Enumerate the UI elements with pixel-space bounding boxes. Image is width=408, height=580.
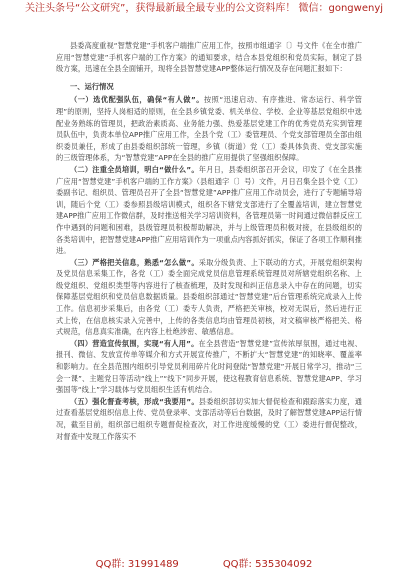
section-heading: 一、运行情况 bbox=[70, 81, 114, 91]
paragraph-3-text: 采取分级负责、上下联动的方式，开展党组织架构及党员信息采集工作，各党（工）委全面完成党员信息管理系统管理员对所辖党组织名称、上级党组织、党组织类型等内容进行了核查梳理，及时发现和纠正信息录入中存在的问题，切实保障基层党组织和党员信息数据质量。县委组织部通过“智慧党建”后台管理系统完成录入上传工作。信息初步采集后，由各党（工）委专人负责，严格把关审核，校对无误后，然后进行正式上传，在信息核实录入完善中，上传的各类信息均由管理员初核，对文稿审核严格把关、格式规范，信息真实准确，在内容上杜绝涉密、敏感信息。 bbox=[56, 257, 363, 337]
footer-qq-1: QQ群: 31991489 bbox=[95, 559, 179, 570]
paragraph-1 bbox=[56, 94, 362, 164]
document-body bbox=[56, 40, 362, 442]
paragraph-2-text: 年月日，县委组织部召开会议，印发了《在全县推广应用“智慧党建”手机客户端的工作方案》（县组通字〔〕号）文件，月日召集全县个党（工）委副书记、组织员、管理员召开了全县“智慧党建”APP推广应用工作动员会，进行了专题辅导培训，随后个党（工）委参照县级培训模式，组织各下辖党支部进行了全覆盖培训，建立智慧党建APP推广应用工作微信群，及时推送相关学习培训资料，各管理员第一时间通过微信群反应工作中遇到的问题和困难，县级管理员积极帮助解决，并与上级管理员积极对接，在县级组织的各类培训中，把智慧党建APP推广应用培训作为一项重点内容抓好抓实，保证了各项工作顺利推进。 bbox=[56, 164, 363, 256]
paragraph-1-text: 按照“迅速启动、有序推进、常态运行、科学管理”的原则，坚持人岗相适的原则，在全县乡镇党委、机关单位、学校、企业等基层党组织中选配业务熟练的管理员，把政治素质高、业务能力强、热爱基层党建工作的优秀党员充实到管理员队伍中，负责本单位APP推广应用工作，全县个党（工）委管理员、个党支部管理员全部由组织委员兼任，形成了由县委组织部统一管理，乡镇（街道）党（工）委具体负责、党支部实施的三级管理体系，为“智慧党建”APP在全县的推广应用提供了坚强组织保障。 bbox=[56, 95, 363, 163]
intro-paragraph: 县委高度重视“智慧党建”手机客户端推广应用工作，按照市组通字〔〕号文件《在全市推广应用“智慧党建”手机客户端的工作方案》的通知要求，结合本县党组织和党员实际，制定了县级方案，迅速在全县全面铺开，现将全县智慧党建APP整体运行情况及存在问题汇报如下： bbox=[56, 41, 362, 74]
top-banner: 关注头条号“公文研究”，获得最新最全最专业的公文资料库！ 微信：gongwenyj bbox=[24, 3, 384, 14]
paragraph-2-lead: （二）注重全员培训，明白“做什么”。 bbox=[70, 164, 199, 174]
paragraph-4-lead: （四）营造宣传氛围，实现“有人用”。 bbox=[70, 338, 199, 348]
paragraph-3 bbox=[56, 257, 362, 338]
footer-banner bbox=[0, 556, 408, 574]
paragraph-1-lead: （一）选优配强队伍，确保“有人做”。 bbox=[70, 95, 204, 105]
paragraph-5 bbox=[56, 396, 362, 442]
paragraph-2 bbox=[56, 164, 362, 257]
paragraph-3-lead: （三）严格把关信息，熟悉“怎么做”。 bbox=[70, 257, 199, 267]
paragraph-4-text: 在全县营造“智慧党建”宣传浓厚氛围，通过电视、报刊、微信、发放宣传单等媒介和方式开展宣传推广，不断扩大“智慧党建”的知晓率、覆盖率和影响力。在全县范围内组织引导党员利用碎片化时间登陆“智慧党建”开展日常学习，推动“三会一课”、主题党日等活动“线上”“线下”同步开展，使这程教育信息系统、智慧党建APP、学习强国等“线上”学习载体与党员组织生活有机结合。 bbox=[56, 338, 363, 395]
footer-qq-2: QQ群: 535304092 bbox=[222, 559, 313, 570]
paragraph-5-text: 县委组织部切实加大督促检查和跟踪落实力度，通过查看基层党组织信息上传、党员登录率、支部活动等后台数据，及时了解智慧党建APP运行情况，截至目前，组织部已组织专题督促检查次，对工作进度缓慢的党（工）委进行督促整改，对督查中发现工作落实不 bbox=[56, 396, 363, 441]
paragraph-4 bbox=[56, 338, 362, 396]
paragraph-5-lead: （五）强化督查考核，形成“我要用”。 bbox=[70, 396, 199, 406]
